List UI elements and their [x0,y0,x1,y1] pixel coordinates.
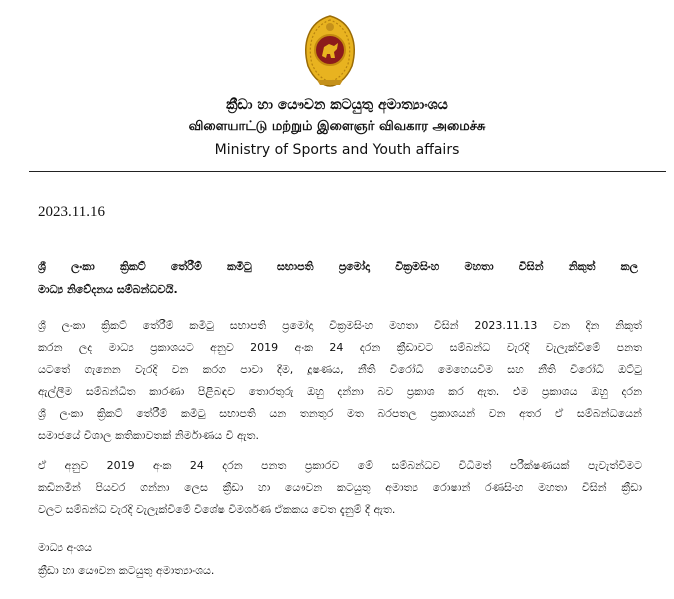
paragraph-line: යටතේ ගැනෙන වැරදි වන කරග පාවා දීම, දූෂණය, නීති විරෝධී මෙහෙයවීම සහ නීති විරෝධී ඔට්ටු [38,363,643,376]
paragraph-line: වලට සම්බන්ධ වැරදි වැලැක්වීමේ විශේෂ විමර්ශණ ඒකකය වෙත දැනුම් දී ඇත. [38,503,396,516]
signature-department: මාධ්‍ය අංශය [38,541,92,554]
paragraph-line: කඩිනමින් පියවර ගන්නා ලෙස ක්‍රීඩා හා යෞවන කටයුතු අමාත්‍ය රොෂාන් රණසිංහ මහතා විසින් ක්‍රීඩා [38,481,642,494]
ministry-name-sinhala: ක්‍රීඩා හා යෞවන කටයුතු අමාත්‍යාංශය [226,97,448,113]
document-date: 2023.11.16 [38,204,105,220]
paragraph-line: ඇල්ලීම සම්බන්ධිත කාරණා පිළිබඳව තොරතුරු ඔහු දන්නා බව ප්‍රකාශ කර ඇත. එම ප්‍රකාශය ඔහු දරන [38,385,642,398]
signature-ministry: ක්‍රීඩා හා යෞවන කටයුතු අමාත්‍යාංශය. [38,564,215,577]
subject-line: මාධ්‍ය නිවේදනය සම්බන්ධවයි. [38,283,178,296]
subject-heading [38,255,638,301]
paragraph-line: සමාජයේ විශාල කතිකාවතක් නිර්මාණය වී ඇත. [38,429,259,442]
paragraph-line: ඒ අනුව 2019 අංක 24 දරන පනත ප්‍රකාරව මේ සම්බන්ධව විධිමත් පරීක්ෂණයක් පැවැත්වීමට [38,459,642,472]
paragraph-line: ශ්‍රී ලංකා ක්‍රිකට් තේරීම් කමිටු සභාපති ප්‍රමෝදා වික්‍රමසිංහ මහතා විසින් 2023.11.13 වන දින නිකුත් [38,319,642,332]
ministry-name-english: Ministry of Sports and Youth affairs [214,142,460,158]
paragraph-line: කරන ලද මාධ්‍ය ප්‍රකාශයට අනුව 2019 අංක 24 දරන ක්‍රීඩාවට සම්බන්ධ වැරදි වැලැක්වීමේ පනත [38,341,642,354]
ministry-name-tamil: விளையாட்டு மற்றும் இளைஞர் விவகார அமைச்சு [188,119,486,134]
paragraph-line: ශ්‍රී ලංකා ක්‍රිකට් තේරීම් කමිටු සභාපති යන තනතුර මත බරපතල ප්‍රකාශයන් වන අතර ඒ සම්බන්ධයෙන් [38,407,642,420]
body-paragraph-2 [38,455,642,521]
sri-lanka-emblem-icon [300,14,360,88]
header-divider [29,171,666,172]
body-paragraph-1 [38,315,642,447]
subject-line: ශ්‍රී ලංකා ක්‍රිකට් තේරීම් කමිටු සභාපති ප්‍රමෝදා වික්‍රමසිංහ මහතා විසින් නිකුත් කල [38,260,638,273]
